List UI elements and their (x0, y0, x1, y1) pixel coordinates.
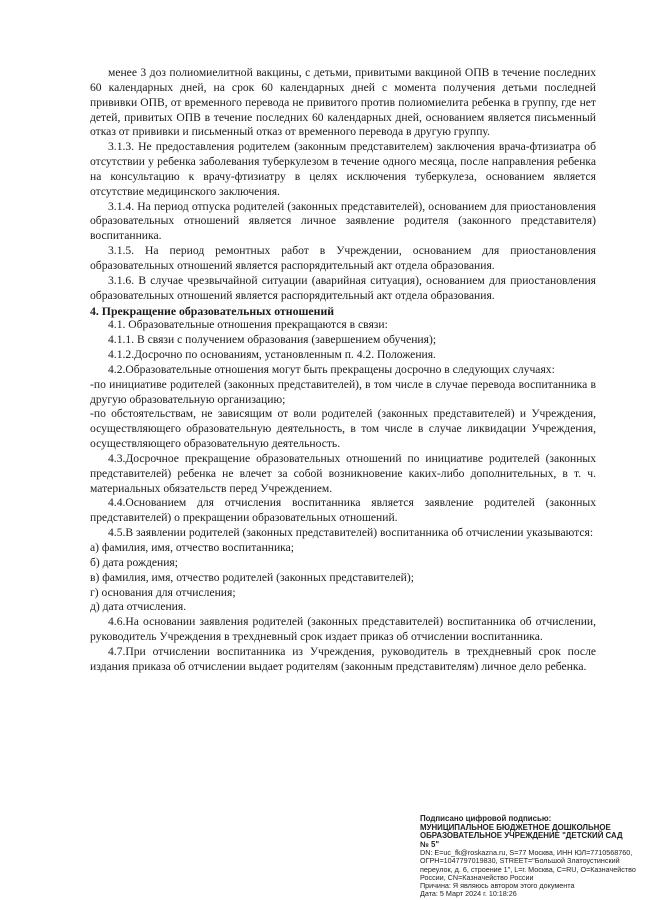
paragraph-3-1-5: 3.1.5. На период ремонтных работ в Учреждении, основанием для приостановления образовательных отношений является распорядительный акт отдела образования. (90, 244, 596, 272)
list-item-v: в) фамилия, имя, отчество родителей (законных представителей); (90, 570, 414, 584)
list-item-b: б) дата рождения; (90, 555, 178, 569)
digital-signature-stamp (420, 815, 642, 898)
signature-org-line-1: МУНИЦИПАЛЬНОЕ БЮДЖЕТНОЕ ДОШКОЛЬНОЕ (420, 822, 611, 832)
signature-header: Подписано цифровой подписью: (420, 814, 552, 823)
section-4-heading: 4. Прекращение образовательных отношений (90, 303, 335, 318)
list-item-g: г) основания для отчисления; (90, 585, 236, 599)
signature-dn-line-4: России, CN=Казначейство России (420, 872, 534, 882)
paragraph-4-1-1: 4.1.1. В связи с получением образования (завершением обучения); (108, 333, 437, 347)
paragraph-4-7: 4.7.При отчислении воспитанника из Учреждения, руководитель в трехдневный срок после издания приказа об отчислении выдает родителям (законным представителям) личное дело ребенка. (90, 644, 596, 673)
paragraph-4-4: 4.4.Основанием для отчисления воспитанника является заявление родителей (законных представителей) о прекращении образовательных отношений. (90, 496, 596, 525)
list-item-a: а) фамилия, имя, отчество воспитанника; (90, 541, 295, 554)
paragraph-4-5: 4.5.В заявлении родителей (законных представителей) воспитанника об отчислении указываются: (108, 526, 594, 540)
signature-dn-line-1: DN: E=uc_fk@roskazna.ru, S=77 Москва, ИНН ЮЛ=7710568760, (420, 848, 633, 858)
paragraph-4-1-2: 4.1.2.Досрочно по основаниям, установленным п. 4.2. Положения. (108, 348, 436, 362)
signature-date: Дата: 5 Март 2024 г. 10:18:26 (420, 888, 517, 898)
signature-dn-line-3: переулок, д. 6, строение 1", L=г. Москва, C=RU, O=Казначейство (420, 864, 636, 874)
paragraph-4-3: 4.3.Досрочное прекращение образовательных отношений по инициативе родителей (законных представителей) ребенка не влечет за собой возникновение каких-либо дополнительных, в т. ч. материальных обязательств перед Учреждением. (90, 451, 596, 495)
signature-dn-line-2: ОГРН=1047797019830, STREET="Большой Златоустинский (420, 856, 620, 866)
signature-reason: Причина: Я являюсь автором этого документа (420, 880, 575, 890)
paragraph-3-1-2-continuation: менее 3 доз полиомиелитной вакцины, с детьми, привитыми вакциной ОПВ в течение последних 60 календарных дней, на срок 60 календарных дней с момента получения детьми последней прививки ОПВ, от временного перевода не привитого против полиомиелита ребенка в группу, где нет детей, привитых ОПВ в течение последних 60 календарных дней, основанием является письменный отказ от прививки и письменный отказ от временного перевода в другую группу. (90, 66, 596, 139)
paragraph-4-2-case-2: -по обстоятельствам, не зависящим от воли родителей (законных представителей) и Учреждения, осуществляющего образовательную деятельность, в том числе в случае ликвидации Учреждения, осуществляющего образовательную деятельность. (90, 407, 596, 451)
paragraph-3-1-6: 3.1.6. В случае чрезвычайной ситуации (аварийная ситуация), основанием для приостановления образовательных отношений является распорядительный акт отдела образования. (90, 273, 596, 302)
signature-org-line-2: ОБРАЗОВАТЕЛЬНОЕ УЧРЕЖДЕНИЕ "ДЕТСКИЙ САД (420, 831, 623, 841)
paragraph-4-2-case-1: -по инициативе родителей (законных представителей), в том числе в случае перевода воспитанника в другую образовательную организацию; (90, 377, 596, 406)
signature-org-line-3: № 5" (420, 839, 440, 849)
paragraph-3-1-3: 3.1.3. Не предоставления родителем (законным представителем) заключения врача-фтизиатра об отсутствии у ребенка заболевания туберкулезом в течение одного месяца, после направления ребенка на консультацию к врачу-фтизиатру в целях исключения туберкулеза, основанием является отсутствие медицинского заключения. (90, 140, 596, 198)
paragraph-4-2: 4.2.Образовательные отношения могут быть прекращены досрочно в следующих случаях: (108, 362, 555, 376)
list-item-d: д) дата отчисления. (90, 600, 187, 614)
paragraph-3-1-4: 3.1.4. На период отпуска родителей (законных представителей), основанием для приостановления образовательных отношений является личное заявление родителя (законного представителя) воспитанника. (90, 199, 596, 243)
paragraph-4-1: 4.1. Образовательные отношения прекращаются в связи: (108, 318, 388, 332)
document-body (90, 66, 596, 675)
paragraph-4-6: 4.6.На основании заявления родителей (законных представителей) воспитанника об отчислении, руководитель Учреждения в трехдневный срок издает приказ об отчислении воспитанника. (90, 615, 596, 644)
